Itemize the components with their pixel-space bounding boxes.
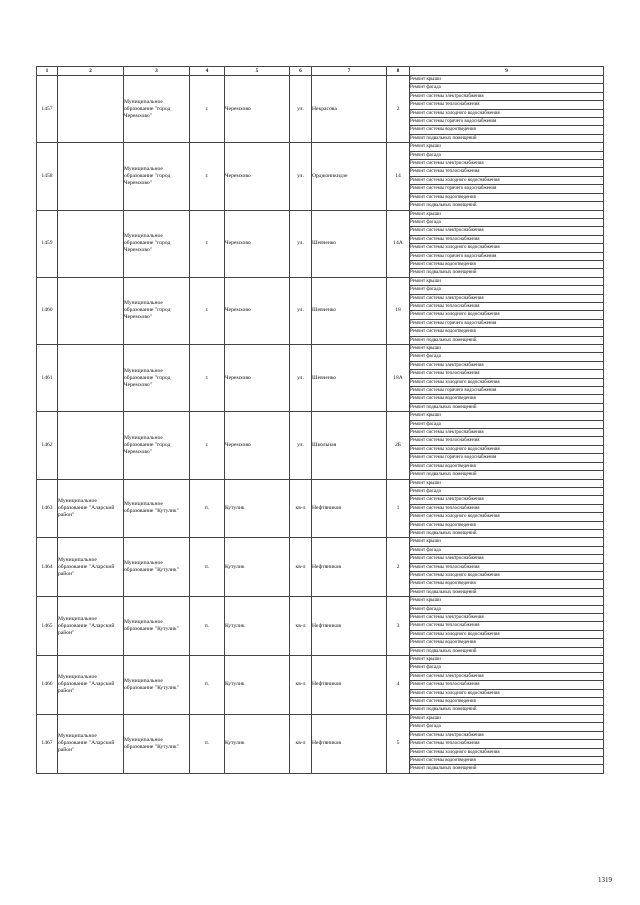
district-cell bbox=[58, 76, 124, 143]
repair-work-item: Ремонт фасада bbox=[410, 286, 604, 294]
repair-work-item: Ремонт системы горячего водоснабжения bbox=[410, 387, 604, 395]
repair-work-item: Ремонт системы теплоснабжения bbox=[410, 101, 604, 109]
street-type: ул. bbox=[290, 210, 312, 277]
record-number: 1458 bbox=[37, 143, 58, 210]
repair-work-item: Ремонт системы электроснабжения bbox=[410, 92, 604, 100]
repair-work-item: Ремонт системы электроснабжения bbox=[410, 429, 604, 437]
repair-work-item: Ремонт системы электроснабжения bbox=[410, 294, 604, 302]
record-number: 1459 bbox=[37, 210, 58, 277]
repair-work-item: Ремонт системы холодного водоснабжения bbox=[410, 571, 604, 579]
municipality-cell: Муниципальное образование "Кутулик" bbox=[124, 538, 190, 597]
repair-work-item: Ремонт системы теплоснабжения bbox=[410, 370, 604, 378]
district-cell: Муниципальное образование "Аларский район" bbox=[58, 538, 124, 597]
street-type: кв-л bbox=[290, 714, 312, 773]
repair-work-item: Ремонт системы водоотведения bbox=[410, 521, 604, 529]
street-type: кв-л bbox=[290, 538, 312, 597]
street-name: Некрасова bbox=[312, 76, 387, 143]
settlement-type: г. bbox=[190, 412, 225, 479]
district-cell bbox=[58, 345, 124, 412]
settlement-name: Кутулик bbox=[225, 656, 290, 715]
repair-work-item: Ремонт системы горячего водоснабжения bbox=[410, 185, 604, 193]
settlement-type: п. bbox=[190, 597, 225, 656]
repair-work-item: Ремонт системы горячего водоснабжения bbox=[410, 454, 604, 462]
repair-work-item: Ремонт системы холодного водоснабжения bbox=[410, 689, 604, 697]
street-type: кв-л bbox=[290, 479, 312, 538]
repair-work-item: Ремонт системы водоотведения bbox=[410, 756, 604, 764]
repair-program-table bbox=[36, 66, 604, 774]
repair-work-item: Ремонт системы электроснабжения bbox=[410, 227, 604, 235]
repair-work-item: Ремонт системы электроснабжения bbox=[410, 672, 604, 680]
settlement-name: Кутулик bbox=[225, 538, 290, 597]
repair-work-item: Ремонт системы теплоснабжения bbox=[410, 504, 604, 512]
repair-work-item: Ремонт системы электроснабжения bbox=[410, 731, 604, 739]
repair-work-item: Ремонт подвальных помещений bbox=[410, 269, 604, 277]
settlement-name: Черемхово bbox=[225, 210, 290, 277]
house-number: 14 bbox=[387, 143, 410, 210]
street-name: Нефтяников bbox=[312, 656, 387, 715]
street-type: кв-л bbox=[290, 597, 312, 656]
header-cell: 2 bbox=[58, 67, 124, 76]
street-name: Шевченко bbox=[312, 345, 387, 412]
street-name: Орджоникидзе bbox=[312, 143, 387, 210]
street-type: ул. bbox=[290, 412, 312, 479]
settlement-name: Кутулик bbox=[225, 597, 290, 656]
header-cell: 3 bbox=[124, 67, 190, 76]
repair-work-item: Ремонт системы электроснабжения bbox=[410, 160, 604, 168]
municipality-cell: Муниципальное образование "город Черемхово" bbox=[124, 412, 190, 479]
repair-work-item: Ремонт системы электроснабжения bbox=[410, 555, 604, 563]
municipality-cell: Муниципальное образование "Кутулик" bbox=[124, 714, 190, 773]
house-number: 14А bbox=[387, 210, 410, 277]
repair-work-item: Ремонт фасада bbox=[410, 723, 604, 731]
settlement-name: Черемхово bbox=[225, 412, 290, 479]
repair-work-item: Ремонт фасада bbox=[410, 353, 604, 361]
settlement-type: п. bbox=[190, 538, 225, 597]
repair-work-item: Ремонт системы электроснабжения bbox=[410, 614, 604, 622]
repair-work-item: Ремонт крыши bbox=[410, 479, 604, 487]
repair-work-item: Ремонт системы водоотведения bbox=[410, 698, 604, 706]
street-name: Нефтяников bbox=[312, 538, 387, 597]
repair-work-item: Ремонт системы холодного водоснабжения bbox=[410, 244, 604, 252]
settlement-type: г. bbox=[190, 143, 225, 210]
district-cell: Муниципальное образование "Аларский район" bbox=[58, 479, 124, 538]
header-cell: 4 bbox=[190, 67, 225, 76]
house-number: 2 bbox=[387, 538, 410, 597]
settlement-type: г. bbox=[190, 210, 225, 277]
header-cell: 8 bbox=[387, 67, 410, 76]
table-row bbox=[37, 143, 604, 151]
repair-work-item: Ремонт крыши bbox=[410, 597, 604, 605]
repair-work-item: Ремонт фасада bbox=[410, 84, 604, 92]
repair-work-item: Ремонт подвальных помещений bbox=[410, 765, 604, 773]
table-row bbox=[37, 656, 604, 664]
repair-work-item: Ремонт системы холодного водоснабжения bbox=[410, 378, 604, 386]
repair-work-item: Ремонт системы горячего водоснабжения bbox=[410, 118, 604, 126]
repair-work-item: Ремонт системы теплоснабжения bbox=[410, 563, 604, 571]
repair-work-item: Ремонт крыши bbox=[410, 210, 604, 218]
street-name: Школьная bbox=[312, 412, 387, 479]
municipality-cell: Муниципальное образование "город Черемхово" bbox=[124, 277, 190, 344]
repair-work-item: Ремонт системы холодного водоснабжения bbox=[410, 513, 604, 521]
record-number: 1462 bbox=[37, 412, 58, 479]
table-row bbox=[37, 412, 604, 420]
repair-work-item: Ремонт фасада bbox=[410, 605, 604, 613]
repair-work-item: Ремонт крыши bbox=[410, 76, 604, 84]
repair-work-item: Ремонт системы водоотведения bbox=[410, 126, 604, 134]
table-row bbox=[37, 597, 604, 605]
repair-work-item: Ремонт подвальных помещений bbox=[410, 529, 604, 537]
repair-work-item: Ремонт системы горячего водоснабжения bbox=[410, 319, 604, 327]
street-name: Нефтяников bbox=[312, 714, 387, 773]
repair-work-item: Ремонт системы водоотведения bbox=[410, 462, 604, 470]
repair-work-item: Ремонт подвальных помещений bbox=[410, 647, 604, 655]
table-row bbox=[37, 277, 604, 285]
page-number: 1319 bbox=[598, 876, 612, 884]
header-cell: 9 bbox=[410, 67, 604, 76]
street-type: ул. bbox=[290, 345, 312, 412]
municipality-cell: Муниципальное образование "город Черемхово" bbox=[124, 143, 190, 210]
header-row bbox=[37, 67, 604, 76]
repair-work-item: Ремонт подвальных помещений bbox=[410, 134, 604, 142]
record-number: 1465 bbox=[37, 597, 58, 656]
repair-work-item: Ремонт крыши bbox=[410, 714, 604, 722]
house-number: 3 bbox=[387, 597, 410, 656]
repair-work-item: Ремонт системы теплоснабжения bbox=[410, 235, 604, 243]
repair-work-item: Ремонт системы водоотведения bbox=[410, 328, 604, 336]
table-row bbox=[37, 538, 604, 546]
settlement-type: п. bbox=[190, 479, 225, 538]
settlement-name: Кутулик bbox=[225, 479, 290, 538]
repair-work-item: Ремонт системы теплоснабжения bbox=[410, 681, 604, 689]
repair-work-item: Ремонт системы теплоснабжения bbox=[410, 740, 604, 748]
repair-work-item: Ремонт подвальных помещений bbox=[410, 471, 604, 479]
repair-work-item: Ремонт подвальных помещений bbox=[410, 336, 604, 344]
municipality-cell: Муниципальное образование "Кутулик" bbox=[124, 479, 190, 538]
header-cell: 6 bbox=[290, 67, 312, 76]
repair-work-item: Ремонт фасада bbox=[410, 664, 604, 672]
repair-work-item: Ремонт фасада bbox=[410, 218, 604, 226]
header-cell: 5 bbox=[225, 67, 290, 76]
repair-work-item: Ремонт системы холодного водоснабжения bbox=[410, 445, 604, 453]
settlement-type: г. bbox=[190, 76, 225, 143]
municipality-cell: Муниципальное образование "Кутулик" bbox=[124, 597, 190, 656]
street-type: ул. bbox=[290, 76, 312, 143]
street-name: Нефтяников bbox=[312, 597, 387, 656]
district-cell: Муниципальное образование "Аларский район" bbox=[58, 597, 124, 656]
repair-work-item: Ремонт крыши bbox=[410, 656, 604, 664]
repair-work-item: Ремонт подвальных помещений bbox=[410, 588, 604, 596]
repair-work-item: Ремонт системы теплоснабжения bbox=[410, 302, 604, 310]
repair-work-item: Ремонт системы водоотведения bbox=[410, 580, 604, 588]
record-number: 1464 bbox=[37, 538, 58, 597]
record-number: 1467 bbox=[37, 714, 58, 773]
house-number: 1 bbox=[387, 479, 410, 538]
repair-work-item: Ремонт системы электроснабжения bbox=[410, 361, 604, 369]
repair-work-item: Ремонт системы водоотведения bbox=[410, 395, 604, 403]
repair-work-item: Ремонт крыши bbox=[410, 277, 604, 285]
district-cell: Муниципальное образование "Аларский район" bbox=[58, 656, 124, 715]
repair-work-item: Ремонт системы холодного водоснабжения bbox=[410, 748, 604, 756]
municipality-cell: Муниципальное образование "Кутулик" bbox=[124, 656, 190, 715]
repair-work-item: Ремонт подвальных помещений bbox=[410, 403, 604, 411]
repair-work-item: Ремонт системы водоотведения bbox=[410, 260, 604, 268]
repair-work-item: Ремонт системы теплоснабжения bbox=[410, 622, 604, 630]
settlement-name: Черемхово bbox=[225, 143, 290, 210]
repair-work-item: Ремонт системы водоотведения bbox=[410, 193, 604, 201]
street-name: Шевченко bbox=[312, 210, 387, 277]
repair-work-item: Ремонт системы холодного водоснабжения bbox=[410, 311, 604, 319]
header-cell: 1 bbox=[37, 67, 58, 76]
repair-work-item: Ремонт подвальных помещений bbox=[410, 202, 604, 210]
municipality-cell: Муниципальное образование "город Черемхово" bbox=[124, 210, 190, 277]
house-number: 2Б bbox=[387, 412, 410, 479]
municipality-cell: Муниципальное образование "город Черемхово" bbox=[124, 345, 190, 412]
header-cell: 7 bbox=[312, 67, 387, 76]
district-cell bbox=[58, 143, 124, 210]
table-row bbox=[37, 714, 604, 722]
house-number: 5 bbox=[387, 714, 410, 773]
street-type: кв-л bbox=[290, 656, 312, 715]
table-row bbox=[37, 479, 604, 487]
repair-work-item: Ремонт фасада bbox=[410, 487, 604, 495]
repair-work-item: Ремонт фасада bbox=[410, 420, 604, 428]
street-type: ул. bbox=[290, 143, 312, 210]
record-number: 1461 bbox=[37, 345, 58, 412]
street-name: Шевченко bbox=[312, 277, 387, 344]
repair-work-item: Ремонт системы водоотведения bbox=[410, 639, 604, 647]
repair-work-item: Ремонт крыши bbox=[410, 538, 604, 546]
settlement-type: п. bbox=[190, 714, 225, 773]
district-cell bbox=[58, 210, 124, 277]
house-number: 4 bbox=[387, 656, 410, 715]
street-type: ул. bbox=[290, 277, 312, 344]
table-row bbox=[37, 345, 604, 353]
repair-work-item: Ремонт фасада bbox=[410, 546, 604, 554]
district-cell bbox=[58, 412, 124, 479]
repair-work-item: Ремонт крыши bbox=[410, 143, 604, 151]
record-number: 1460 bbox=[37, 277, 58, 344]
repair-work-item: Ремонт фасада bbox=[410, 151, 604, 159]
district-cell: Муниципальное образование "Аларский район" bbox=[58, 714, 124, 773]
repair-work-item: Ремонт системы электроснабжения bbox=[410, 496, 604, 504]
table-row bbox=[37, 210, 604, 218]
repair-work-item: Ремонт системы холодного водоснабжения bbox=[410, 630, 604, 638]
table-row bbox=[37, 76, 604, 84]
record-number: 1457 bbox=[37, 76, 58, 143]
house-number: 18 bbox=[387, 277, 410, 344]
district-cell bbox=[58, 277, 124, 344]
repair-work-item: Ремонт системы холодного водоснабжения bbox=[410, 176, 604, 184]
settlement-type: г. bbox=[190, 345, 225, 412]
repair-work-item: Ремонт системы горячего водоснабжения bbox=[410, 252, 604, 260]
settlement-type: г. bbox=[190, 277, 225, 344]
settlement-name: Черемхово bbox=[225, 76, 290, 143]
settlement-name: Кутулик bbox=[225, 714, 290, 773]
repair-work-item: Ремонт системы теплоснабжения bbox=[410, 437, 604, 445]
repair-work-item: Ремонт крыши bbox=[410, 345, 604, 353]
repair-work-item: Ремонт крыши bbox=[410, 412, 604, 420]
settlement-type: п. bbox=[190, 656, 225, 715]
record-number: 1463 bbox=[37, 479, 58, 538]
settlement-name: Черемхово bbox=[225, 345, 290, 412]
settlement-name: Черемхово bbox=[225, 277, 290, 344]
repair-work-item: Ремонт системы теплоснабжения bbox=[410, 168, 604, 176]
house-number: 18А bbox=[387, 345, 410, 412]
house-number: 2 bbox=[387, 76, 410, 143]
municipality-cell: Муниципальное образование "город Черемхово" bbox=[124, 76, 190, 143]
repair-work-item: Ремонт подвальных помещений bbox=[410, 706, 604, 714]
repair-work-item: Ремонт системы холодного водоснабжения bbox=[410, 109, 604, 117]
street-name: Нефтяников bbox=[312, 479, 387, 538]
record-number: 1466 bbox=[37, 656, 58, 715]
